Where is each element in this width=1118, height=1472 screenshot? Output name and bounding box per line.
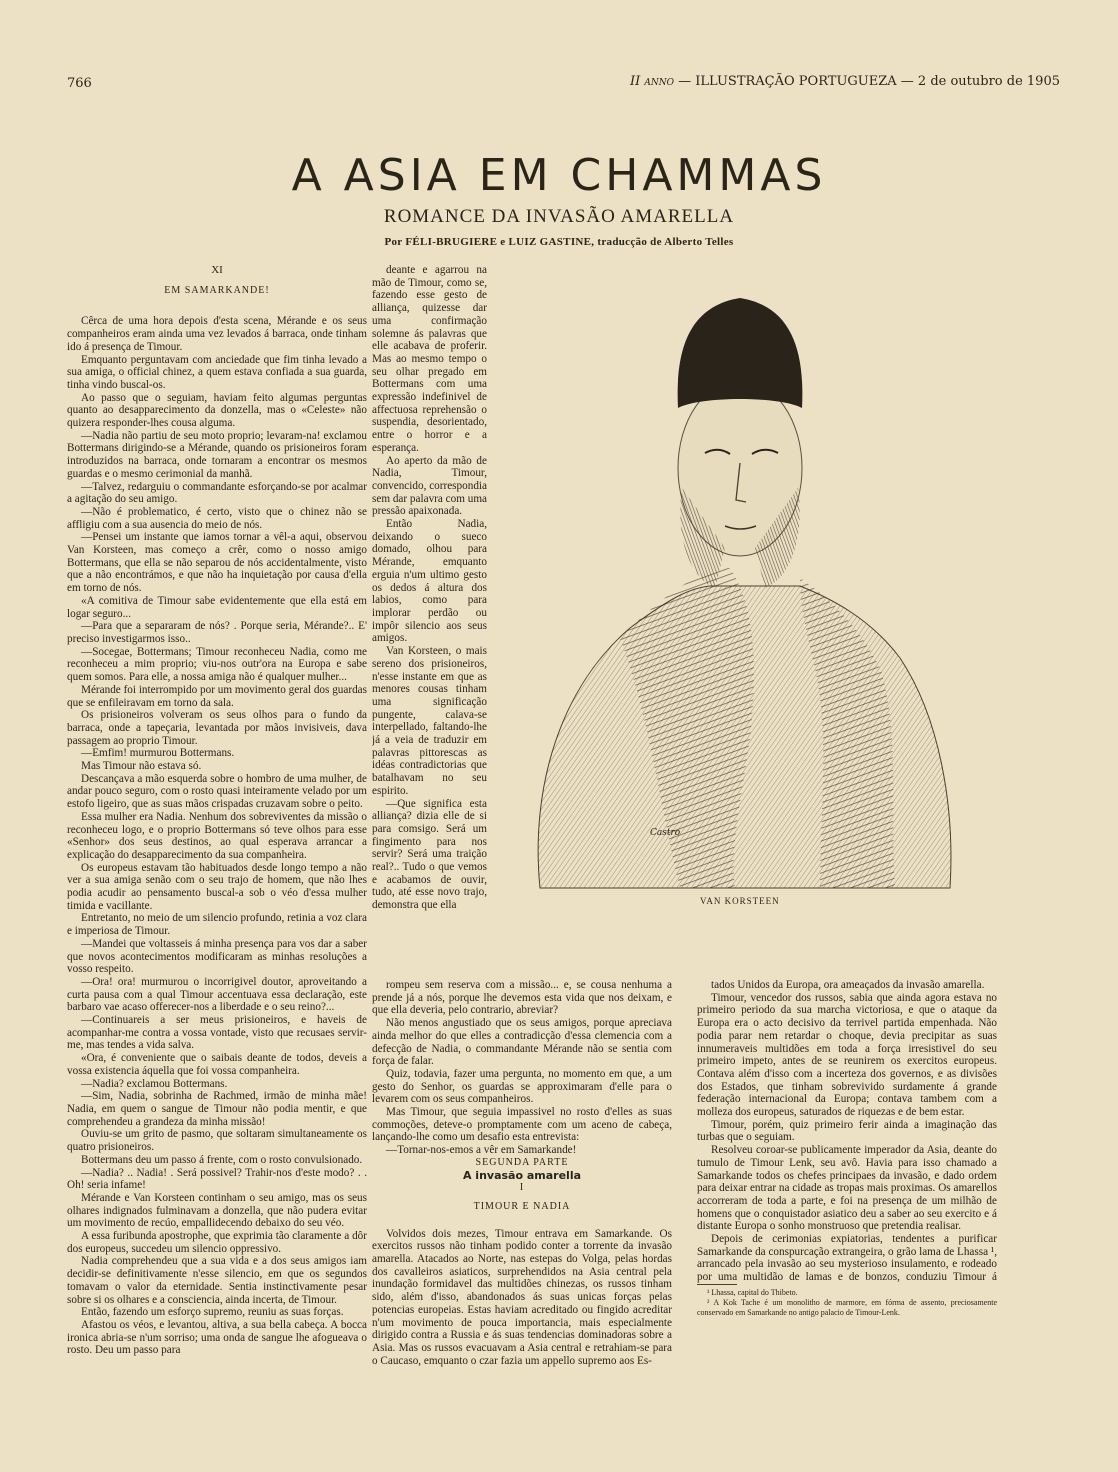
paragraph: tados Unidos da Europa, ora ameaçados da invasão amarella. <box>711 979 985 991</box>
paragraph: Cêrca de uma hora depois d'esta scena, Mérande e os seus companheiros eram ainda uma vez levados á barraca, onde tinham ido á presença de Timour. <box>67 315 367 353</box>
paragraph: Os europeus estavam tão habituados desde longo tempo a não ver a sua amiga senão com o seu trajo de homem, que não lhes podia acudir ao pensamento buscal-a sob o véo d'essa mulher timida e vacillante. <box>67 861 367 912</box>
text-column-3 <box>697 979 997 1284</box>
paragraph: Mas Timour não estava só. <box>81 760 202 773</box>
running-head-text: ILLUSTRAÇÃO PORTUGUEZA — 2 de outubro de 1905 <box>695 74 1060 89</box>
paragraph: rompeu sem reserva com a missão... e, se cousa nenhuma a prende já a nós, porque lhe devemos esta vida que nos deixam, e que ella deveria, pelo contrario, abreviar? <box>372 979 672 1017</box>
paragraph: Mérande e Van Korsteen continham o seu amigo, mas os seus olhares indignados fulminavam a donzella, que não pudera evitar um movimento de recúo, empallidecendo debaixo do seu véo. <box>67 1191 367 1230</box>
part-chapter-title: TIMOUR E NADIA <box>473 1200 571 1212</box>
paragraph: Ao aperto da mão de Nadia, Timour, convencido, correspondia sem dar palavra com uma pressão apaixonada. <box>372 454 487 518</box>
paragraph: «Ora, é conveniente que o saibais deante de todos, deveis a vossa existencia áquella que foi vossa companheira. <box>67 1052 367 1077</box>
footnote: ² A Kok Tache é um monolitho de marmore, em fórma de assento, preciosamente conservado em Samarkande no antigo palacio de Timour-Lenk. <box>697 1298 997 1317</box>
column-1-body <box>67 315 367 1357</box>
artist-signature: Castro <box>650 828 681 838</box>
paragraph: —Tornar-nos-emos a vêr em Samarkande! <box>386 1144 577 1157</box>
paragraph: Timour, vencedor dos russos, sabia que ainda agora estava no primeiro periodo da sua marcha victoriosa, e que o ataque da Europa era o acto decisivo da terrivel partida empenhada. Não podia parar nem retardar o choque, devia precipitar as suas innumeraveis multidões em toda a força irresistivel do seu primeiro impeto, antes de se reunirem os exercitos europeus. Contava além d'isso com a incerteza dos governos, e as divisões dos Estados, que tinham sobrevivido surdamente á grande federação internacional da Europa; contava tambem com a molleza dos europeus, saturados de riquezas e de bem estar. <box>697 991 997 1119</box>
paragraph: —Pensei um instante que iamos tornar a vêl-a aqui, observou Van Korsteen, mas começo a crêr, como o nosso amigo Bottermans, que ella se não separou de nós accidentalmente, visto que a não encontrámos, e que não ha inquietação por causa d'ella em torno de nós. <box>67 531 367 595</box>
text-column-1 <box>67 264 367 1404</box>
running-head-prefix: II anno — <box>629 74 692 89</box>
article-title: A ASIA EM CHAMMAS <box>291 150 827 201</box>
column-3-body <box>697 979 997 1284</box>
paragraph: deante e agarrou na mão de Timour, como se, fazendo esse gesto de alliança, quizesse dar uma confirmação solemne ás palavras que elle acabava de proferir. Mas ao mesmo tempo o seu olhar pregado em Bottermans com uma expressão indefinivel de affectuosa reprehensão o suspendia, desorientado, entre o horror e a esperança. <box>372 264 487 454</box>
footnote-rule <box>697 1284 737 1285</box>
paragraph: Afastou os véos, e levantou, altiva, a sua bella cabeça. A bocca ironica abria-se n'um sorriso; uma onda de sangue lhe afogueava o rosto. Deu um passo para <box>67 1318 367 1357</box>
paragraph: —Para que a separaram de nós? . Porque seria, Mérande?.. E' preciso investigarmos isso.. <box>67 620 367 645</box>
paragraph: —Nadia? .. Nadia! . Será possivel? Trahir-nos d'este modo? . . Oh! seria infame! <box>67 1166 367 1192</box>
paragraph: Ouviu-se um grito de pasmo, que soltaram simultaneamente os quatro prisioneiros. <box>67 1128 367 1154</box>
paragraph: Descançava a mão esquerda sobre o hombro de uma mulher, de andar pouco seguro, com o rosto quasi inteiramente velado por um estofo ligeiro, que as suas mãos crispadas cruzavam sobre o peito. <box>67 772 367 811</box>
fez-cap-shape <box>678 298 803 408</box>
footnote: ¹ Lhassa, capital do Thibeto. <box>707 1288 798 1297</box>
paragraph: Resolveu coroar-se publicamente imperador da Asia, deante do tumulo de Timour Lenk, seu avô. Havia para isso chamado a Samarkande todos os chefes principaes da invasão, e dado ordem para deixar entrar na cidade as tropas mais proximas. Os amarellos accorreram de toda a parte, e foi na presença de um milhão de homens que o conquistador asiatico deu a saber ao seu exercito e á distante Europa o sonho monstruoso que pretendia realisar. <box>697 1144 997 1233</box>
paragraph: —Talvez, redarguiu o commandante esforçando-se por acalmar a agitação do seu amigo. <box>67 480 367 506</box>
paragraph: —Não é problematico, é certo, visto que o chinez não se affligiu com a sua ausencia do meio de nós. <box>67 505 367 531</box>
chapter-title: EM SAMARKANDE! <box>164 284 270 296</box>
paragraph: —Sim, Nadia, sobrinha de Rachmed, irmão de minha mãe! Nadia, em quem o sangue de Timour não podia mentir, e que comprehendeu a grandeza da minha missão! <box>67 1090 367 1128</box>
paragraph: —Nadia? exclamou Bottermans. <box>81 1077 228 1090</box>
paragraph: Então, fazendo um esforço supremo, reuniu as suas forças. <box>81 1306 344 1319</box>
paragraph: «A comitiva de Timour sabe evidentemente que ella está em logar seguro... <box>67 594 367 620</box>
paragraph: Bottermans deu um passo á frente, com o rosto convulsionado. <box>81 1153 363 1166</box>
paragraph: —Emfim! murmurou Bottermans. <box>81 747 235 760</box>
column-2-lower-body <box>372 979 672 1157</box>
portrait-illustration <box>500 268 970 908</box>
article-byline: Por FÉLI-BRUGIERE e LUIZ GASTINE, traducção de Alberto Telles <box>384 236 734 248</box>
text-column-2 <box>372 264 487 979</box>
page-number: 766 <box>67 76 92 91</box>
column-2-body <box>372 264 487 912</box>
paragraph: Emquanto perguntavam com anciedade que fim tinha levado a sua amiga, o official chinez, a quem estava confiada a sua guarda, tinha vindo buscal-os. <box>67 353 367 391</box>
running-head <box>630 74 1060 89</box>
chapter-number: XI <box>211 264 223 276</box>
paragraph: Entretanto, no meio de um silencio profundo, retinia a voz clara e imperiosa de Timour. <box>67 912 367 938</box>
footnotes <box>697 1288 997 1332</box>
column-2-lower-body-2 <box>372 1228 672 1368</box>
paragraph: Mas Timour, que seguia impassivel no rosto d'elles as suas commoções, deteve-o promptamente com um aceno de cabeça, lançando-lhe como um desafio esta entrevista: <box>372 1106 672 1144</box>
paragraph: Van Korsteen, o mais sereno dos prisioneiros, n'esse instante em que as menores cousas tinham uma significação pungente, calava-se interpellado, faltando-lhe já a veia de traduzir em palavras pittorescas as idéas contradictorias que batalhavam no seu espirito. <box>372 645 487 797</box>
paragraph: —Mandei que voltasseis á minha presença para vos dar a saber que novos acontecimentos modificaram as minhas resoluções a vosso respeito. <box>67 937 367 976</box>
paragraph: —Nadia não partiu de seu moto proprio; levaram-na! exclamou Bottermans dirigindo-se a Mérande, quando os prisioneiros foram introduzidos na barraca, onde tornaram a encontrar os mesmos guardas e o mesmo cerimonial da manhã. <box>67 429 367 480</box>
paragraph: Então Nadia, deixando o sueco domado, olhou para Mérande, emquanto erguia n'um ultimo gesto os dedos á altura dos labios, como para implorar perdão ou impôr silencio aos seus amigos. <box>372 518 487 645</box>
paragraph: Quiz, todavia, fazer uma pergunta, no momento em que, a um gesto do Senhor, os guardas se approximaram d'elle para o levarem com os seus companheiros. <box>372 1067 672 1106</box>
paragraph: —Ora! ora! murmurou o incorrigivel doutor, aproveitando a curta pausa com a qual Timour accentuava essa declaração, este barbaro vae acaso offerecer-nos a liberdade e o seu reino?... <box>67 975 367 1014</box>
paragraph: Nadia comprehendeu que a sua vida e a dos seus amigos iam decidir-se definitivamente n'esse silencio, em que os segundos tomavam o valor da eternidade. Sentia instinctivamente pesar sobre si os olhares e a consciencia, ainda incerta, de Timour. <box>67 1255 367 1306</box>
paragraph: A essa furibunda apostrophe, que exprimia tão claramente a dôr dos europeus, succedeu um silencio oppressivo. <box>67 1230 367 1255</box>
paragraph: —Continuareis a ser meus prisioneiros, e haveis de acompanhar-me contra a vossa vontade, visto que recusaes servir-me, mas tendes a vida salva. <box>67 1014 367 1052</box>
footnotes-body <box>697 1288 997 1318</box>
paragraph: —Que significa esta alliança? dizia elle de si para comsigo. Será um fingimento para nos servir? Será uma traição real?.. Tudo o que vemos e acabamos de ouvir, tudo, até esse novo trajo, demonstra que ella <box>372 797 487 912</box>
paragraph: Mérande foi interrompido por um movimento geral dos guardas que se enfileiravam em torno da sala. <box>67 683 367 709</box>
part-chapter-number: I <box>519 1182 525 1194</box>
paragraph: Timour, porém, quiz primeiro ferir ainda a imaginação das turbas que o seguiam. <box>697 1118 997 1144</box>
paragraph: Os prisioneiros volveram os seus olhos para o fundo da barraca, onde a tapeçaria, levantada por mãos invisiveis, dava passagem ao proprio Timour. <box>67 709 367 747</box>
paragraph: Depois de cerimonias expiatorias, tendentes a purificar Samarkande da conspurcação extrangeira, o grão lama de Lhassa ¹, arrancado pela invasão ao seu mysterioso insulamento, e rodeado por uma multidão de lamas e de bonzos, conduziu Timour á <box>697 1233 997 1284</box>
part-label: SEGUNDA PARTE <box>475 1156 569 1168</box>
part-title: A invasão amarella <box>462 1168 582 1182</box>
portrait-caption: VAN KORSTEEN <box>700 896 780 906</box>
paragraph: Essa mulher era Nadia. Nenhum dos sobreviventes da missão o reconheceu logo, e o proprio Bottermans só teve olhos para esse «Senhor» dos seus destinos, ao qual esperava arrancar a explicação do desapparecimento da sua companheira. <box>67 810 367 861</box>
paragraph: Ao passo que o seguiam, haviam feito algumas perguntas quanto ao desapparecimento da donzella, mas o «Celeste» não quizera responder-lhes cousa alguma. <box>67 391 367 430</box>
paragraph: Volvidos dois mezes, Timour entrava em Samarkande. Os exercitos russos não tinham podido conter a torrente da invasão amarella. Atacados ao Norte, nas estepas do Volga, pelas hordas dos cavalleiros asiaticos, surprehendidos na Asia central pela inundação formidavel das multidões chinezas, os russos tinham sido, além d'isso, abandonados ás suas unicas forças pelas potencias europeias. Estas haviam acreditado ou fingido acreditar n'um movimento de pouca importancia, mais especialmente dirigido contra a Russia e ás suas tendencias dominadoras sobre a Asia. Mas os russos evacuavam a Asia central e retrahiam-se para o Caucaso, emquanto o czar fazia um appello supremo aos Es- <box>372 1227 672 1367</box>
paragraph: —Socegae, Bottermans; Timour reconheceu Nadia, como me reconheceu a mim proprio; viu-nos outr'ora na Europa e sabe quem somos. Para elle, a nossa amiga não é qualquer mulher... <box>67 645 367 684</box>
text-column-2-lower <box>372 979 672 1389</box>
paragraph: Não menos angustiado que os seus amigos, porque apreciava ainda melhor do que elles a contradicção d'essa clemencia com a defecção de Nadia, o commandante Mérande não se sentia com força de falar. <box>372 1017 672 1068</box>
article-subtitle: ROMANCE DA INVASÃO AMARELLA <box>383 206 735 227</box>
